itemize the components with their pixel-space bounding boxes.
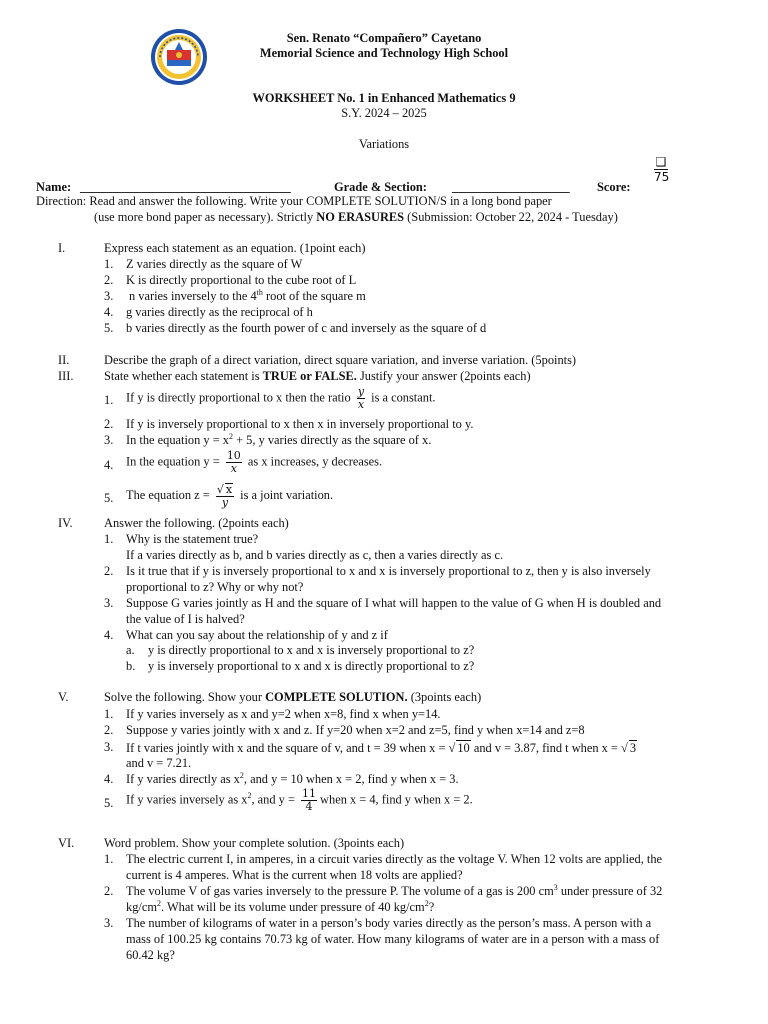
s6-item2b: $kg/cm^2$. What will be its volume under pressure of 40 $kg/cm^2$? (126, 898, 435, 914)
item-number: 4. (104, 458, 114, 472)
s3-item5: The equation z = $\frac{√ x}{y}$ is a joint variation. (126, 483, 334, 509)
s3-item4: In the equation y = $\frac{10}{x}$ as x increases, y decreases. (126, 449, 383, 475)
s4-item1a: Why is the statement true? (126, 532, 259, 546)
s4-item3a: Suppose G varies jointly as H and the square of I what will happen to the value of G when H is doubled and (126, 596, 662, 610)
s3-item2: If y is inversely proportional to x then x in inversely proportional to y. (126, 417, 474, 431)
item-number: 3. (104, 433, 114, 447)
item-number: 3. (104, 596, 114, 610)
s5-item2: Suppose y varies jointly with x and z. If y=20 when x=2 and z=5, find y when x=14 and z=8 (126, 723, 585, 737)
section-3-numeral: III. (58, 369, 74, 383)
section-4-heading: Answer the following. (2points each) (104, 516, 289, 530)
s3-item1: If y is directly proportional to x then the ratio $\frac{y}{x}$ is a constant. (126, 385, 436, 411)
s5-item5: If y varies inversely as $x^2$, and y = $\frac{11}{4}$ when x = 4, find y when x = 2. (126, 787, 473, 813)
sub-item-letter: b. (126, 659, 136, 673)
section-4-numeral: IV. (58, 516, 73, 530)
item-number: 2. (104, 273, 114, 287)
section-2-numeral: II. (58, 353, 70, 367)
s6-item3b: mass of 100.25 kg contains 70.73 kg of water. How many kilograms of water are in a person with a mass of (126, 932, 660, 946)
s4-item4: What can you say about the relationship of y and z if (126, 628, 388, 642)
section-1-numeral: I. (58, 241, 66, 255)
item-number: 2. (104, 564, 114, 578)
s4-item1b: If a varies directly as b, and b varies directly as c, then a varies directly as c. (126, 548, 504, 562)
item-number: 2. (104, 884, 114, 898)
s4-item2a: Is it true that if y is inversely proportional to x and x is inversely proportional to z, then y is also inversely (126, 564, 651, 578)
topic-title: Variations (358, 137, 410, 151)
item-number: 5. (104, 796, 114, 810)
direction-line2: (use more bond paper as necessary). Strictly NO ERASURES (Submission: October 22, 2024 - Tuesday) (94, 210, 618, 224)
section-2-heading: Describe the graph of a direct variation, direct square variation, and inverse variation. (5points) (104, 353, 577, 367)
item-number: 1. (104, 852, 114, 866)
item-number: 4. (104, 305, 114, 319)
item-number: 3. (104, 916, 114, 930)
section-6-heading: Word problem. Show your complete solution. (3points each) (104, 836, 405, 850)
item-number: 1. (104, 532, 114, 546)
item-number: 3. (104, 289, 114, 303)
school-year: S.Y. 2024 – 2025 (341, 106, 427, 120)
s4-item4a: y is directly proportional to x and x is inversely proportional to z? (148, 643, 475, 657)
s1-item2: K is directly proportional to the cube root of L (126, 273, 357, 287)
name-label: Name: (36, 180, 72, 194)
s6-item2a: The volume V of gas varies inversely to the pressure P. The volume of a gas is 200 $cm^3$ under pressure of 32 (126, 882, 663, 898)
sub-item-letter: a. (126, 643, 135, 657)
s1-item3: n varies inversely to the 4th root of the square m (129, 287, 366, 303)
s1-item4: g varies directly as the reciprocal of h (126, 305, 313, 319)
item-number: 2. (104, 417, 114, 431)
item-number: 4. (104, 628, 114, 642)
score-box (654, 155, 668, 183)
name-blank[interactable]: __________________________________ (80, 180, 291, 194)
s3-item3: In the equation $y = x^2 + 5$, y varies directly as the square of x. (126, 431, 432, 447)
item-number: 5. (104, 491, 114, 505)
score-label: Score: (597, 180, 631, 194)
section-1-heading: Express each statement as an equation. (1point each) (104, 241, 366, 255)
fraction-y-over-x: $\frac{y}{x}$ (357, 385, 365, 411)
item-number: 1. (104, 257, 114, 271)
fraction-10-over-x: $\frac{10}{x}$ (226, 449, 241, 475)
item-number: 3. (104, 740, 114, 754)
item-number: 2. (104, 723, 114, 737)
s4-item4b: y is inversely proportional to x and x is directly proportional to z? (148, 659, 475, 673)
item-number: 1. (104, 707, 114, 721)
item-number: 1. (104, 393, 114, 407)
worksheet-title: WORKSHEET No. 1 in Enhanced Mathematics 9 (252, 91, 516, 105)
fraction-root-x-over-y: $\frac{√ x}{y}$ (216, 483, 233, 509)
section-5-numeral: V. (58, 690, 69, 704)
school-name-line1: Sen. Renato “Compañero” Cayetano (286, 31, 482, 45)
fraction-11-over-4: $\frac{11}{4}$ (302, 787, 317, 813)
item-number: 4. (104, 772, 114, 786)
s1-item1: Z varies directly as the square of W (126, 257, 303, 271)
s6-item1a: The electric current I, in amperes, in a circuit varies directly as the voltage V. When 12 volts are applied, the (126, 852, 663, 866)
score-checkbox-icon: ❑ (655, 155, 667, 169)
direction-line1: Direction: Read and answer the following. Write your COMPLETE SOLUTION/S in a long bond paper (36, 194, 552, 208)
s4-item3b: the value of I is halved? (126, 612, 245, 626)
s5-item3b: and v = 7.21. (126, 756, 192, 770)
score-total: 75 (654, 170, 670, 184)
school-name-line2: Memorial Science and Technology High School (259, 46, 509, 60)
item-number: 5. (104, 321, 114, 335)
s5-item4: If y varies directly as $x^2$, and y = 10 when x = 2, find y when x = 3. (126, 770, 459, 786)
s6-item3c: 60.42 kg? (126, 948, 175, 962)
section-5-heading: Solve the following. Show your COMPLETE SOLUTION. (3points each) (104, 690, 482, 704)
s6-item1b: current is 4 amperes. What is the current when 18 volts are applied? (126, 868, 463, 882)
grade-section-label: Grade & Section: (334, 180, 427, 194)
s5-item1: If y varies inversely as x and y=2 when x=8, find x when y=14. (126, 707, 441, 721)
section-6-numeral: VI. (58, 836, 75, 850)
s4-item2b: proportional to z? Why or why not? (126, 580, 304, 594)
s1-item5: b varies directly as the fourth power of c and inversely as the square of d (126, 321, 487, 335)
s6-item3a: The number of kilograms of water in a person’s body varies directly as the person’s mass. A person with a (126, 916, 652, 930)
section-3-heading: State whether each statement is TRUE or FALSE. Justify your answer (2points each) (104, 369, 531, 383)
s5-item3a: If t varies jointly with x and the square of v, and t = 39 when x = √ 10 and v = 3.87, find t when x = √ 3 (126, 741, 637, 755)
grade-section-blank[interactable]: ___________________ (452, 180, 570, 194)
